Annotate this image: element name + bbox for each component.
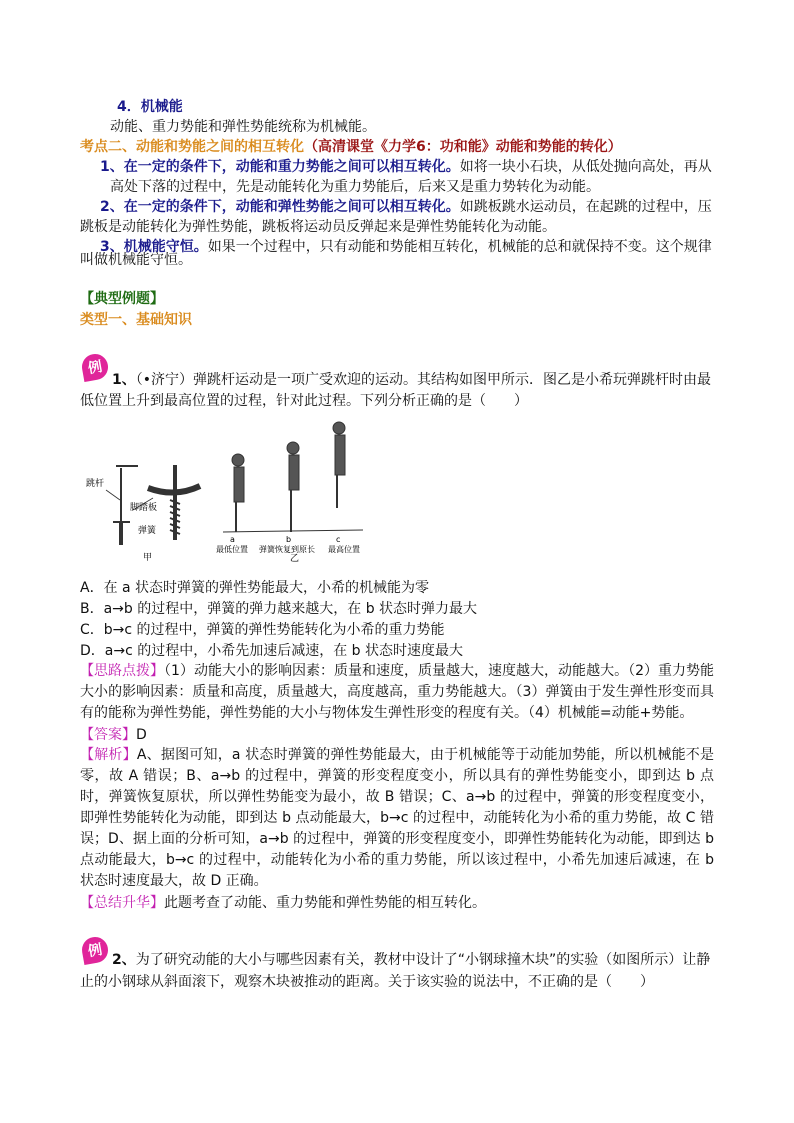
q2-text: 为了研究动能的大小与哪些因素有关，教材中设计了“小钢球撞木块”的实验（如图所示）让静 <box>135 952 711 968</box>
summary-line <box>80 893 486 913</box>
q1-line1 <box>112 370 711 390</box>
answer-line <box>80 725 147 745</box>
option-a: A．在 a 状态时弹簧的弹性势能最大，小希的机械能为零 <box>80 580 430 596</box>
option-d: D．a→c 的过程中，小希先加速后减速，在 b 状态时速度最大 <box>80 643 464 659</box>
answer-label: 【答案】 <box>80 727 136 743</box>
point-1-bold: 1、在一定的条件下，动能和重力势能之间可以相互转化。 <box>100 159 460 175</box>
q2-number: 2、 <box>112 952 136 968</box>
point-3-bold: 3、机械能守恒。 <box>100 239 208 255</box>
point-1-text: 如将一块小石块，从低处抛向高处，再从 <box>459 159 712 175</box>
q1-number: 1、 <box>112 372 136 388</box>
point-2-cont: 跳板是动能转化为弹性势能，跳板将运动员反弹起来是弹性势能转化为动能。 <box>80 219 556 235</box>
example-badge-icon: 例 <box>80 935 110 965</box>
point-a: a <box>230 535 235 544</box>
state-spring-original: 弹簧恢复到原长 <box>259 545 315 554</box>
point-2 <box>100 197 712 217</box>
point-1 <box>100 157 712 177</box>
point-2-text: 如跳板跳水运动员，在起跳的过程中，压 <box>459 199 712 215</box>
q2-line2: 止的小钢球从斜面滚下，观察木块被推动的距离。关于该实验的说法中，不正确的是（ ） <box>80 974 654 990</box>
figure-yi-figures <box>223 422 363 532</box>
q1-line2: 低位置上升到最高位置的过程，针对此过程。下列分析正确的是（ ） <box>80 393 528 409</box>
point-c: c <box>336 535 341 544</box>
point-3-cont: 叫做机械能守恒。 <box>80 252 192 268</box>
option-b: B．a→b 的过程中，弹簧的弹力越来越大，在 b 状态时弹力最大 <box>80 601 478 617</box>
hint-text: （1）动能大小的影响因素：质量和速度，质量越大，速度越大，动能越大。（2）重力势能大小的影响因素：质量和高度，质量越大，高度越高，重力势能越大。（3）弹簧由于发生弹性形变而具有的能称为弹性势能，弹性势能的大小与物体发生弹性形变的程度有关。（4）机械能=动能+势能。 <box>80 663 715 721</box>
label-yi: 乙 <box>290 554 300 562</box>
hint-label: 【思路点拨】 <box>80 663 165 679</box>
type-1-heading: 类型一、基础知识 <box>80 312 192 328</box>
point-3-text: 如果一个过程中，只有动能和势能相互转化，机械能的总和就保持不变。这个规律 <box>207 239 712 255</box>
q1-figure <box>78 420 398 562</box>
option-c: C．b→c 的过程中，弹簧的弹性势能转化为小希的重力势能 <box>80 622 445 638</box>
section-4-title: 4．机械能 <box>117 99 183 115</box>
analysis-text: A、据图可知，a 状态时弹簧的弹性势能最大，由于机械能等于动能加势能，所以机械能不是零，故 A 错误；B、a→b 的过程中，弹簧的形变程度变小，所以具有的弹性势能变小，即到达 b 点时，弹簧恢复原状，所以弹性势能变为最小，故 B 错误；C、a→b 的过程中，弹簧的形变程度变小，即弹性势能转化为动能，即到达 b 点动能最大，b→c 的过程中，动能转化为小希的重力势能，故 C 错误；D、据上面的分析可知，a→b 的过程中，弹簧的形变程度变小，即弹性势能转化为动能，即到达 b 点动能最大，b→c 的过程中，动能转化为小希的重力势能，所以该过程中，小希先加速后减速，在 b 状态时速度最大，故 D 正确。 <box>80 747 715 889</box>
label-tanhuang: 弹簧 <box>138 526 157 536</box>
q1-text: （•济宁）弹跳杆运动是一项广受欢迎的运动。其结构如图甲所示．图乙是小希玩弹跳杆时由最 <box>135 372 712 388</box>
answer-value: D <box>136 727 147 743</box>
label-tiaogan: 跳杆 <box>86 479 105 489</box>
label-jiaotaban: 脚踏板 <box>130 503 158 513</box>
hint-paragraph <box>80 661 714 724</box>
section-4-text: 动能、重力势能和弹性势能统称为机械能。 <box>110 119 376 135</box>
kaodian-2-title: 考点二、动能和势能之间的相互转化 <box>80 139 304 155</box>
typical-examples-heading: 【典型例题】 <box>80 291 164 307</box>
example-badge-icon: 例 <box>80 352 110 382</box>
analysis-paragraph <box>80 745 714 892</box>
kaodian-2-course-link[interactable]: （高清课堂《力学6：功和能》动能和势能的转化） <box>304 139 622 155</box>
point-2-bold: 2、在一定的条件下，动能和弹性势能之间可以相互转化。 <box>100 199 460 215</box>
state-highest: 最高位置 <box>328 545 360 554</box>
analysis-label: 【解析】 <box>80 747 137 763</box>
kaodian-2-heading <box>80 137 622 157</box>
summary-label: 【总结升华】 <box>80 895 164 911</box>
q2-line1 <box>112 950 710 970</box>
label-jia: 甲 <box>143 553 153 562</box>
point-1-cont: 高处下落的过程中，先是动能转化为重力势能后，后来又是重力势转化为动能。 <box>110 179 600 195</box>
state-lowest: 最低位置 <box>216 545 248 554</box>
point-b: b <box>286 535 292 544</box>
summary-text: 此题考查了动能、重力势能和弹性势能的相互转化。 <box>164 895 486 911</box>
